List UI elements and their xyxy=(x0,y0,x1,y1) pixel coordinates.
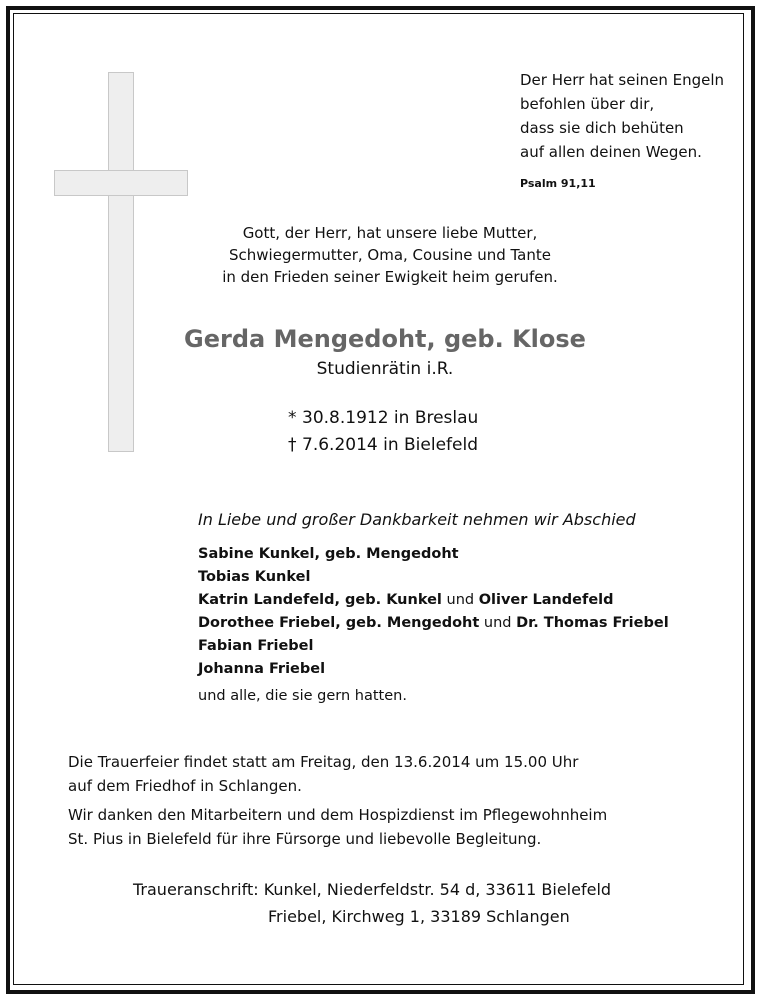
family-member: Sabine Kunkel, geb. Mengedoht xyxy=(198,546,459,562)
birth-date: 30.8.1912 in Breslau xyxy=(302,408,479,428)
life-dates xyxy=(288,405,478,459)
address-line: Friebel, Kirchweg 1, 33189 Schlangen xyxy=(268,907,570,926)
list-item xyxy=(198,658,669,681)
address-row xyxy=(133,903,611,930)
thanks-line: St. Pius in Bielefeld für ihre Fürsorge und liebevolle Begleitung. xyxy=(68,830,542,848)
announcement-line: in den Frieden seiner Ewigkeit heim gerufen. xyxy=(222,268,558,286)
family-member: Tobias Kunkel xyxy=(198,569,311,585)
ceremony-info xyxy=(68,750,578,798)
thanks-note xyxy=(68,803,607,851)
death-cross-icon: † xyxy=(288,435,297,455)
family-member: Johanna Friebel xyxy=(198,661,326,677)
list-item xyxy=(198,635,669,658)
deceased-name: Gerda Mengedoht, geb. Klose xyxy=(184,325,586,353)
family-member: Katrin Landefeld, geb. Kunkel xyxy=(198,592,442,608)
list-item xyxy=(198,612,669,635)
list-item xyxy=(198,589,669,612)
family-member: Oliver Landefeld xyxy=(478,592,614,608)
ceremony-line: Die Trauerfeier findet statt am Freitag, den 13.6.2014 um 15.00 Uhr xyxy=(68,753,579,771)
birth-star-icon: * xyxy=(288,408,297,428)
family-closing: und alle, die sie gern hatten. xyxy=(198,688,407,704)
connector-word: und xyxy=(446,592,475,608)
death-date-row xyxy=(288,432,478,459)
family-list xyxy=(198,543,669,708)
address-row xyxy=(133,876,611,903)
connector-word: und xyxy=(483,615,512,631)
psalm-reference: Psalm 91,11 xyxy=(520,177,596,190)
list-item xyxy=(198,566,669,589)
death-date: 7.6.2014 in Bielefeld xyxy=(302,435,478,455)
announcement-line: Gott, der Herr, hat unsere liebe Mutter, xyxy=(242,224,538,242)
announcement-line: Schwiegermutter, Oma, Cousine und Tante xyxy=(229,246,551,264)
psalm-quote xyxy=(520,68,745,196)
list-item xyxy=(198,543,669,566)
psalm-line: Der Herr hat seinen Engeln xyxy=(520,71,725,89)
psalm-line: befohlen über dir, xyxy=(520,95,655,113)
ceremony-line: auf dem Friedhof in Schlangen. xyxy=(68,777,302,795)
birth-date-row xyxy=(288,405,478,432)
farewell-line: In Liebe und großer Dankbarkeit nehmen wir Abschied xyxy=(198,510,636,529)
psalm-line: dass sie dich behüten xyxy=(520,119,684,137)
announcement-text xyxy=(190,222,590,288)
mourning-address xyxy=(133,876,611,930)
family-member: Dr. Thomas Friebel xyxy=(516,615,669,631)
deceased-title: Studienrätin i.R. xyxy=(316,359,454,379)
psalm-line: auf allen deinen Wegen. xyxy=(520,143,702,161)
family-member: Dorothee Friebel, geb. Mengedoht xyxy=(198,615,480,631)
address-label: Traueranschrift: xyxy=(133,880,259,899)
family-member: Fabian Friebel xyxy=(198,638,314,654)
thanks-line: Wir danken den Mitarbeitern und dem Hospizdienst im Pflegewohnheim xyxy=(68,806,608,824)
address-line: Kunkel, Niederfeldstr. 54 d, 33611 Bielefeld xyxy=(263,880,612,899)
